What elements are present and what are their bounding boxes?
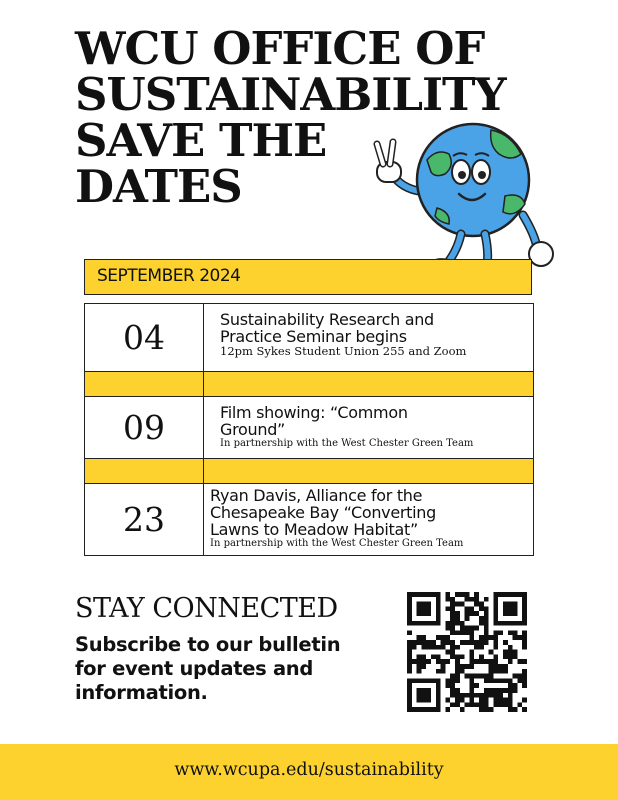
title-line: SAVE THE bbox=[75, 114, 327, 167]
event-row bbox=[85, 304, 534, 372]
event-day: 23 bbox=[123, 500, 165, 539]
spacer-row bbox=[85, 372, 534, 397]
event-row bbox=[85, 484, 534, 556]
spacer-cell bbox=[85, 372, 204, 397]
event-title-line: Ryan Davis, Alliance for the bbox=[210, 486, 423, 505]
subscribe-line: for event updates and bbox=[75, 657, 314, 680]
event-info-cell bbox=[204, 484, 534, 556]
event-day-cell bbox=[85, 484, 204, 556]
title-line: DATES bbox=[75, 160, 242, 213]
event-row bbox=[85, 397, 534, 459]
event-title-line: Lawns to Meadow Habitat” bbox=[210, 520, 418, 539]
event-title-line: Chesapeake Bay “Converting bbox=[210, 503, 436, 522]
spacer-cell bbox=[204, 459, 534, 484]
spacer-cell bbox=[204, 372, 534, 397]
stay-connected-heading: STAY CONNECTED bbox=[75, 593, 338, 624]
subscribe-line: information. bbox=[75, 681, 208, 704]
month-header bbox=[84, 259, 532, 295]
event-title-line: Film showing: “Common bbox=[220, 403, 408, 422]
qr-code-icon[interactable] bbox=[407, 592, 527, 712]
event-day: 09 bbox=[123, 408, 165, 447]
event-day-cell bbox=[85, 304, 204, 372]
subscribe-line: Subscribe to our bulletin bbox=[75, 633, 341, 656]
event-info-cell bbox=[204, 397, 534, 459]
event-info-cell bbox=[204, 304, 534, 372]
event-calendar bbox=[84, 303, 534, 556]
event-day: 04 bbox=[123, 318, 165, 357]
event-title-line: Practice Seminar begins bbox=[220, 327, 407, 346]
event-details: In partnership with the West Chester Green Team bbox=[220, 438, 474, 449]
subscribe-text bbox=[75, 633, 405, 705]
event-details: 12pm Sykes Student Union 255 and Zoom bbox=[220, 344, 467, 358]
month-label: SEPTEMBER 2024 bbox=[97, 266, 241, 286]
event-details: In partnership with the West Chester Green Team bbox=[210, 538, 464, 549]
event-title-line: Sustainability Research and bbox=[220, 310, 434, 329]
website-link[interactable]: www.wcupa.edu/sustainability bbox=[174, 760, 444, 780]
title-line: SUSTAINABILITY bbox=[75, 68, 506, 121]
spacer-cell bbox=[85, 459, 204, 484]
event-title-line: Ground” bbox=[220, 420, 286, 439]
spacer-row bbox=[85, 459, 534, 484]
event-day-cell bbox=[85, 397, 204, 459]
footer-bar bbox=[0, 744, 618, 800]
title-line: WCU OFFICE OF bbox=[75, 22, 485, 75]
